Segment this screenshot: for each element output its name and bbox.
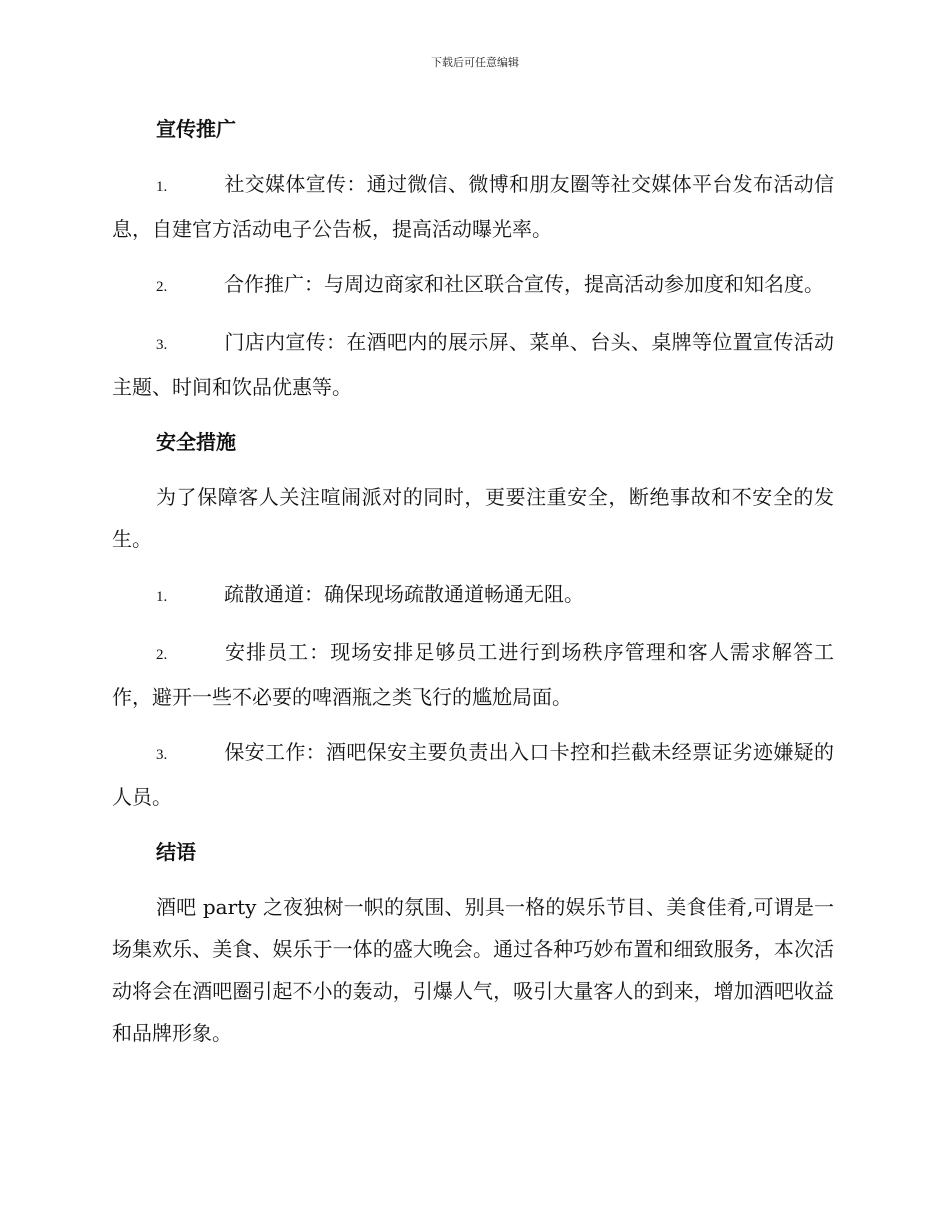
- list-number: 1.: [156, 589, 168, 605]
- list-item: [112, 321, 834, 408]
- list-number: 2.: [156, 647, 168, 663]
- section-heading-conclusion: 结语: [156, 840, 196, 864]
- list-item-text: 疏散通道：确保现场疏散通道畅通无阻。: [224, 582, 584, 606]
- list-item-text: 门店内宣传：在酒吧内的展示屏、菜单、台头、桌牌等位置宣传活动主题、时间和饮品优惠等。: [112, 330, 834, 399]
- list-item: [112, 573, 834, 618]
- list-item: [112, 731, 834, 818]
- list-number: 3.: [156, 337, 168, 353]
- paragraph: 为了保障客人关注喧闹派对的同时，更要注重安全，断绝事故和不安全的发生。: [112, 485, 834, 551]
- list-number: 2.: [156, 279, 168, 295]
- list-item-text: 社交媒体宣传：通过微信、微博和朋友圈等社交媒体平台发布活动信息，自建官方活动电子公告板，提高活动曝光率。: [112, 172, 834, 241]
- list-item-text: 安排员工：现场安排足够员工进行到场秩序管理和客人需求解答工作，避开一些不必要的啤酒瓶之类飞行的尴尬局面。: [112, 640, 834, 709]
- list-item: [112, 163, 834, 250]
- paragraph: 酒吧 party 之夜独树一帜的氛围、别具一格的娱乐节目、美食佳肴,可谓是一场集欢乐、美食、娱乐于一体的盛大晚会。通过各种巧妙布置和细致服务，本次活动将会在酒吧圈引起不小的轰动，引爆人气，吸引大量客人的到来，增加酒吧收益和品牌形象。: [112, 895, 834, 1045]
- page-header: 下载后可任意编辑: [431, 56, 519, 69]
- list-number: 3.: [156, 747, 168, 763]
- list-number: 1.: [156, 179, 168, 195]
- list-item: [112, 631, 834, 718]
- list-item-text: 合作推广：与周边商家和社区联合宣传，提高活动参加度和知名度。: [224, 272, 824, 296]
- list-item-text: 保安工作：酒吧保安主要负责出入口卡控和拦截未经票证劣迹嫌疑的人员。: [112, 740, 834, 809]
- section-heading-safety: 安全措施: [156, 430, 236, 454]
- list-item: [112, 263, 834, 308]
- document-body: [112, 108, 834, 1054]
- section-heading-promotion: 宣传推广: [156, 117, 236, 141]
